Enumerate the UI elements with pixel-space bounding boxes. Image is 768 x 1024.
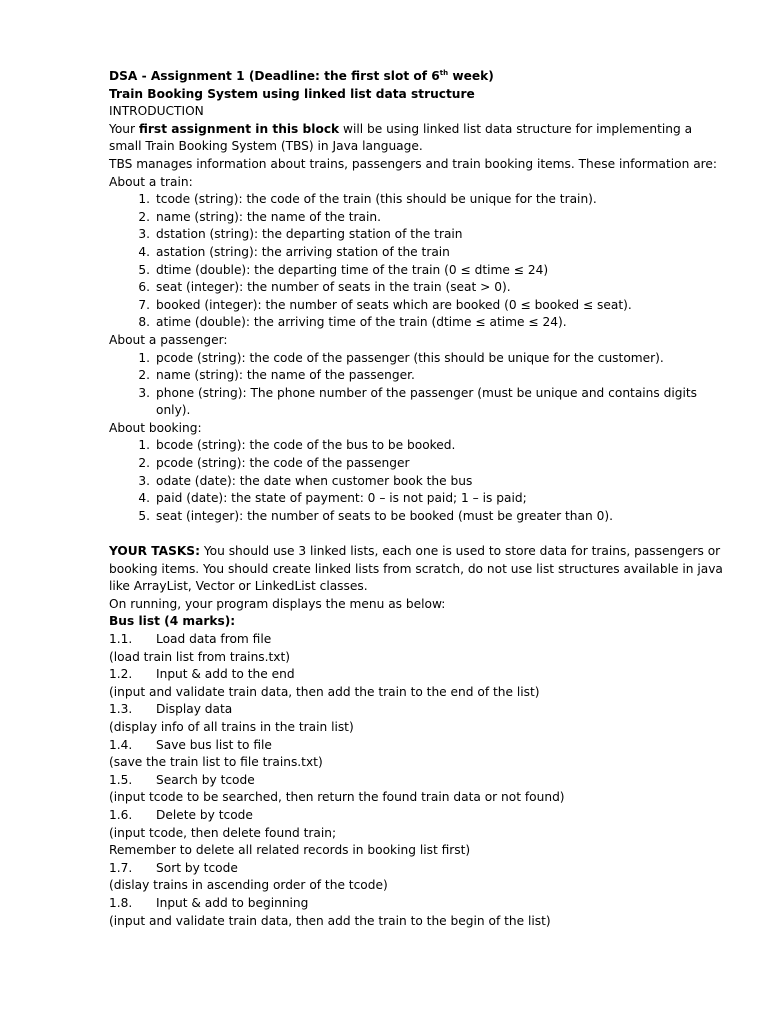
menu-intro: On running, your program displays the menu as below: xyxy=(109,596,446,611)
list-item: 1. tcode (string): the code of the train (this should be unique for the train). xyxy=(138,192,597,207)
booking-attribute-list xyxy=(109,437,724,525)
menu-item-description: (display info of all trains in the train list) xyxy=(109,719,354,734)
list-item: 3. odate (date): the date when customer book the bus xyxy=(138,473,473,488)
list-item: 8. atime (double): the arriving time of the train (dtime ≤ atime ≤ 24). xyxy=(138,315,567,330)
booking-heading: About booking: xyxy=(109,420,202,435)
train-heading: About a train: xyxy=(109,174,193,189)
intro-paragraph: Your first assignment in this block will be using linked list data structure for implementing a small Train Booking System (TBS) in Java language. xyxy=(109,121,693,154)
menu-item-add-end: 1.2. Input & add to the end xyxy=(109,667,295,682)
menu-item-add-beginning: 1.8. Input & add to beginning xyxy=(109,895,309,910)
passenger-heading: About a passenger: xyxy=(109,332,228,347)
document-page xyxy=(109,68,724,930)
list-item: 3. phone (string): The phone number of the passenger (must be unique and contains digits only). xyxy=(138,385,697,418)
tasks-paragraph: YOUR TASKS: You should use 3 linked lists, each one is used to store data for trains, passengers or booking items. You should create linked lists from scratch, do not use list structures available in java like ArrayList, Vector or LinkedList classes. xyxy=(109,544,723,594)
list-item: 6. seat (integer): the number of seats in the train (seat > 0). xyxy=(138,280,511,295)
doc-title: DSA - Assignment 1 (Deadline: the first slot of 6th week) xyxy=(109,68,494,83)
list-item: 5. dtime (double): the departing time of the train (0 ≤ dtime ≤ 24) xyxy=(138,262,549,277)
menu-item-description: Remember to delete all related records in booking list first) xyxy=(109,843,471,858)
list-item: 1. pcode (string): the code of the passenger (this should be unique for the customer). xyxy=(138,350,664,365)
list-item: 1. bcode (string): the code of the bus to be booked. xyxy=(138,438,456,453)
intro-paragraph-2: TBS manages information about trains, passengers and train booking items. These information are: xyxy=(109,156,718,171)
list-item: 2. name (string): the name of the train. xyxy=(138,209,381,224)
doc-subtitle: Train Booking System using linked list data structure xyxy=(109,86,475,101)
passenger-attribute-list xyxy=(109,350,724,420)
menu-item-save: 1.4. Save bus list to file xyxy=(109,737,272,752)
menu-list xyxy=(109,631,724,930)
list-item: 2. name (string): the name of the passenger. xyxy=(138,368,415,383)
train-attribute-list xyxy=(109,191,724,332)
menu-item-description: (input tcode to be searched, then return the found train data or not found) xyxy=(109,790,565,805)
list-item: 4. astation (string): the arriving station of the train xyxy=(138,244,450,259)
menu-item-delete: 1.6. Delete by tcode xyxy=(109,807,253,822)
menu-item-description: (input and validate train data, then add the train to the end of the list) xyxy=(109,684,540,699)
menu-item-description: (save the train list to file trains.txt) xyxy=(109,755,323,770)
intro-heading: INTRODUCTION xyxy=(109,104,204,119)
menu-item-search: 1.5. Search by tcode xyxy=(109,772,255,787)
bus-list-heading: Bus list (4 marks): xyxy=(109,614,236,629)
menu-item-description: (input tcode, then delete found train; xyxy=(109,825,337,840)
spacer xyxy=(109,525,724,543)
list-item: 7. booked (integer): the number of seats which are booked (0 ≤ booked ≤ seat). xyxy=(138,297,632,312)
menu-item-display: 1.3. Display data xyxy=(109,702,233,717)
menu-item-load: 1.1. Load data from file xyxy=(109,632,272,646)
menu-item-description: (load train list from trains.txt) xyxy=(109,649,291,664)
list-item: 5. seat (integer): the number of seats to be booked (must be greater than 0). xyxy=(138,508,613,523)
menu-item-description: (input and validate train data, then add the train to the begin of the list) xyxy=(109,913,551,928)
menu-item-description: (dislay trains in ascending order of the tcode) xyxy=(109,878,388,893)
list-item: 3. dstation (string): the departing station of the train xyxy=(138,227,463,242)
list-item: 4. paid (date): the state of payment: 0 – is not paid; 1 – is paid; xyxy=(138,491,527,506)
list-item: 2. pcode (string): the code of the passenger xyxy=(138,456,410,471)
menu-item-sort: 1.7. Sort by tcode xyxy=(109,860,238,875)
